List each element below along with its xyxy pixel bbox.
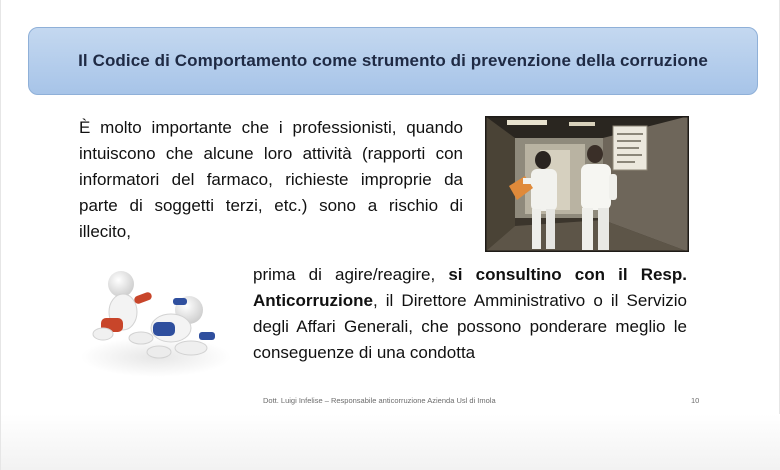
paragraph-2-bold: si consultino con il Resp. Anticorruzione <box>253 265 687 310</box>
paragraph-1: È molto importante che i professionisti, quando intuiscono che alcune loro attività (rapporti con informatori del farmaco, richieste improprie da parte di soggetti terzi, etc.) sono a rischio di illecito, <box>79 118 463 241</box>
hospital-photo <box>485 116 689 252</box>
bottom-shade <box>1 414 780 470</box>
footer-text: Dott. Luigi Infelise – Responsabile anticorruzione Azienda Usl di Imola <box>263 396 496 405</box>
paragraph-2 <box>253 262 687 366</box>
paragraph-2-part2: , il Direttore Amministrativo o il Servizio degli Affari Generali, che possono ponderare meglio le conseguenze di una condotta <box>253 291 687 362</box>
title-bar <box>28 27 758 95</box>
page-number: 10 <box>691 396 700 405</box>
slide-title: Il Codice di Comportamento come strumento di prevenzione della corruzione <box>78 51 708 70</box>
tackling-figures-illustration <box>71 262 236 382</box>
paragraph-2-part1: prima di agire/reagire, <box>253 265 449 284</box>
